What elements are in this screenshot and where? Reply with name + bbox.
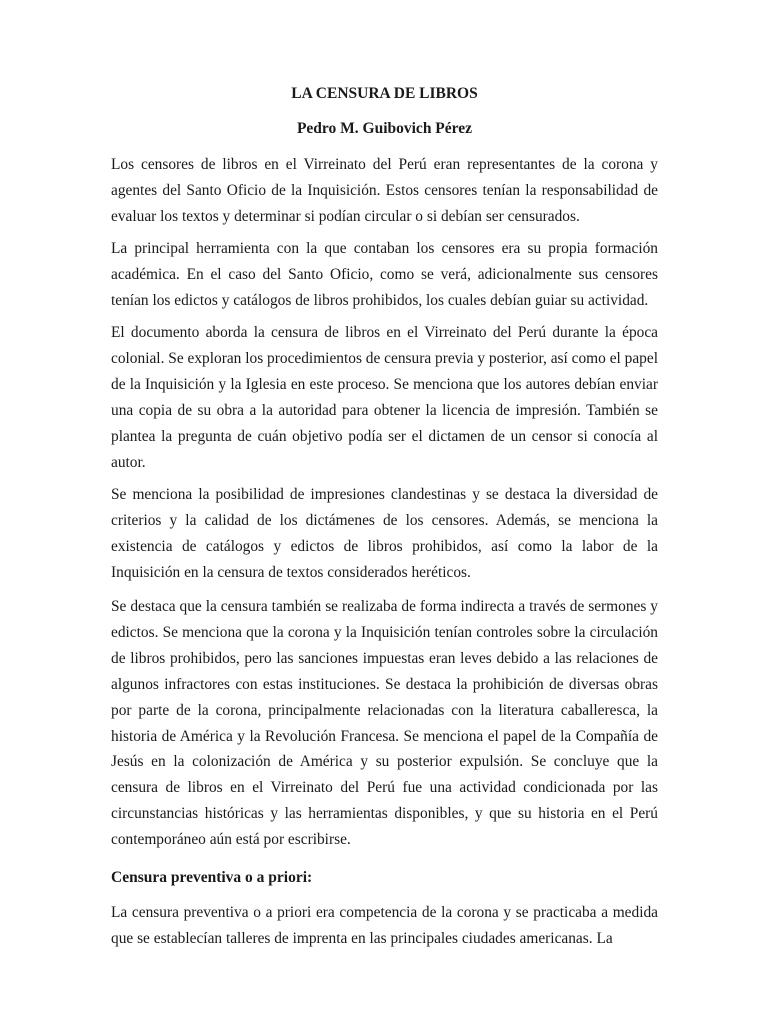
document-author: Pedro M. Guibovich Pérez [296,120,473,137]
paragraph-1: Los censores de libros en el Virreinato del Perú eran representantes de la corona y agentes del Santo Oficio de la Inquisición. Estos censores tenían la responsabilidad de evaluar los textos y determinar si podían circular o si debían ser censurados. [111,156,658,225]
section-paragraph: La censura preventiva o a priori era competencia de la corona y se practicaba a medida que se establecían talleres de imprenta en las principales ciudades americanas. La [111,904,658,947]
paragraph-4: Se menciona la posibilidad de impresiones clandestinas y se destaca la diversidad de criterios y la calidad de los dictámenes de los censores. Además, se menciona la existencia de catálogos y edictos de libros prohibidos, así como la labor de la Inquisición en la censura de textos considerados heréticos. [111,486,658,581]
section-heading: Censura preventiva o a priori: [111,869,313,886]
document-title: LA CENSURA DE LIBROS [291,85,478,102]
paragraph-3: El documento aborda la censura de libros en el Virreinato del Perú durante la época colonial. Se exploran los procedimientos de censura previa y posterior, así como el papel de la Inquisición y la Iglesia en este proceso. Se menciona que los autores debían enviar una copia de su obra a la autoridad para obtener la licencia de impresión. También se plantea la pregunta de cuán objetivo podía ser el dictamen de un censor si conocía al autor. [111,324,658,471]
paragraph-5: Se destaca que la censura también se realizaba de forma indirecta a través de sermones y edictos. Se menciona que la corona y la Inquisición tenían controles sobre la circulación de libros prohibidos, pero las sanciones impuestas eran leves debido a las relaciones de algunos infractores con estas instituciones. Se destaca la prohibición de diversas obras por parte de la corona, principalmente relacionadas con la literatura caballeresca, la historia de América y la Revolución Francesa. Se menciona el papel de la Compañía de Jesús en la colonización de América y su posterior expulsión. Se concluye que la censura de libros en el Virreinato del Perú fue una actividad condicionada por las circunstancias históricas y las herramientas disponibles, y que su historia en el Perú contemporáneo aún está por escribirse. [111,598,658,849]
paragraph-2: La principal herramienta con la que contaban los censores era su propia formación académica. En el caso del Santo Oficio, como se verá, adicionalmente sus censores tenían los edictos y catálogos de libros prohibidos, los cuales debían guiar su actividad. [111,240,658,309]
